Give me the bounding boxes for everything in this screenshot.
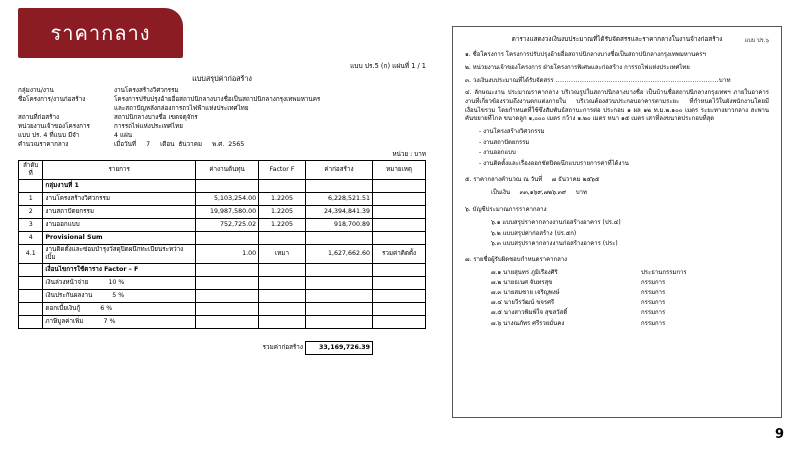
right-doc-subitem: - งานออกแบบ (479, 149, 516, 157)
cell-spacer (19, 329, 43, 342)
cell-item: กลุ่มงานที่ 1 (43, 180, 196, 193)
factor-row (19, 316, 426, 329)
paragraph-number: ๓. (465, 76, 472, 84)
cell-cost (196, 290, 259, 303)
cell-cost (196, 232, 259, 245)
cell-cost (196, 277, 259, 290)
cell-remark (373, 219, 426, 232)
cell-construction-cost (305, 232, 372, 245)
header-field-row (18, 104, 426, 113)
factor-label: ภาษีมูลค่าเพิ่ม (45, 318, 84, 326)
cell-no (19, 180, 43, 193)
paragraph-number: ๗. (465, 255, 472, 263)
cell-remark (373, 180, 426, 193)
cell-factor: 1.2205 (259, 193, 306, 206)
header-field-row (18, 122, 426, 131)
factor-item (43, 303, 196, 316)
right-doc-paragraph (465, 176, 769, 185)
header-field-label: สถานที่ก่อสร้าง (18, 113, 60, 121)
right-doc-subitem: - งานสถาปัตยกรรม (479, 138, 530, 146)
table-row (19, 219, 426, 232)
factor-label: เงินล่วงหน้าจ่าย (45, 279, 89, 287)
cell-construction-cost (305, 303, 372, 316)
committee-role: กรรมการ (641, 278, 666, 286)
committee-name: ๗.๒ นายธเนศ จันทรสุข (491, 278, 553, 286)
cell-no: 4.1 (19, 245, 43, 264)
left-doc-heading: แบบสรุปค่าก่อสร้าง (192, 74, 252, 83)
left-doc-header-fields (18, 86, 426, 149)
cell-construction-cost (305, 264, 372, 277)
cell-factor (259, 316, 306, 329)
col-header-construction-cost: ค่าก่อสร้าง (305, 161, 372, 180)
unit-note: หน่วย : บาท (392, 151, 426, 159)
paragraph-label: ชื่อโครงการ (472, 51, 504, 59)
cell-remark (373, 316, 426, 329)
paragraph-text: ..........................................................................บาท (555, 76, 731, 84)
cell-construction-cost: 918,700.89 (305, 219, 372, 232)
cell-item: งานสถาปัตยกรรม (43, 206, 196, 219)
paragraph-label: ราคากลางคำนวณ ณ วันที่ (473, 175, 543, 183)
col-header-no: ลำดับที่ (19, 161, 43, 180)
cell-no (19, 277, 43, 290)
spacer-row (19, 329, 426, 342)
cell-item: งานออกแบบ (43, 219, 196, 232)
header-field-row (18, 95, 426, 104)
committee-row (491, 299, 769, 308)
date-line-label: คำนวณราคากลาง (18, 140, 69, 148)
cell-factor: เหมา (259, 245, 306, 264)
paragraph-label: วงเงินงบประมาณที่ได้รับจัดสรร (472, 76, 554, 84)
cell-no: 3 (19, 219, 43, 232)
header-field-row (18, 86, 426, 95)
cell-remark (373, 193, 426, 206)
col-header-cost: ค่างานต้นทุน (196, 161, 259, 180)
right-doc-title: ตารางแสดงวงเงินงบประมาณที่ได้รับจัดสรรและราคากลางในงานจ้างก่อสร้าง (511, 35, 723, 43)
cell-spacer (43, 329, 196, 342)
header-field-value: สถาปนิกลางบางชื่อ เขตจตุจักร (114, 113, 198, 121)
right-doc-subitem: - งานติดตั้งและเรื่องออกชัดปิดผนึกแบบรายการค่าที่ได้งาน (479, 160, 629, 168)
right-doc-paragraph (465, 64, 769, 73)
col-header-remark: หมายเหตุ (373, 161, 426, 180)
factor-pct: 6 % (100, 305, 113, 313)
cell-item: Provisional Sum (43, 232, 196, 245)
right-doc-form-code: แบบ ปร.๖ (744, 38, 769, 44)
cell-item: งานติดตั้งและซ่อมบำรุงวัสดุปิดผนึกทะเบียนระหว่างเบิ้ม (43, 245, 196, 264)
cell-construction-cost: 1,627,662.60 (305, 245, 372, 264)
header-field-label: หน่วยงานเจ้าของโครงการ (18, 122, 90, 130)
cell-remark (373, 206, 426, 219)
cell-cost: 752,725.02 (196, 219, 259, 232)
committee-role: ประธานกรรมการ (641, 268, 687, 276)
amount-line (491, 189, 769, 198)
factor-pct: 7 % (103, 318, 116, 326)
cell-cost (196, 264, 259, 277)
header-field-row (18, 131, 426, 140)
cell-spacer (43, 342, 196, 355)
table-row (19, 193, 426, 206)
cell-no (19, 290, 43, 303)
committee-name: ๗.๑ นายสุนทร ภูมิเรืองศิริ (491, 268, 558, 276)
cell-construction-cost (305, 277, 372, 290)
cell-no (19, 264, 43, 277)
right-doc-paragraph (465, 89, 769, 124)
right-doc-subitem: - งานโครงสร้างวิศวกรรม (479, 128, 545, 136)
right-doc-paragraph (465, 256, 769, 265)
factor-section-row (19, 264, 426, 277)
grand-total-row (19, 342, 426, 355)
cell-no (19, 316, 43, 329)
cell-construction-cost (305, 290, 372, 303)
header-field-label: กลุ่มงาน/งาน (18, 86, 54, 94)
committee-row (491, 309, 769, 318)
table-row (19, 245, 426, 264)
committee-row (491, 320, 769, 329)
cell-cost (196, 316, 259, 329)
cell-spacer (305, 329, 372, 342)
factor-row (19, 290, 426, 303)
right-doc-subitem: ๖.๒ แบบสรุปค่าก่อสร้าง (ปร.๕ก) (491, 229, 577, 237)
date-year-label: พ.ศ. (212, 140, 225, 148)
col-header-factor: Factor F (259, 161, 306, 180)
cell-construction-cost (305, 180, 372, 193)
paragraph-label: หน่วยงานเจ้าของโครงการ (472, 63, 542, 71)
table-row (19, 206, 426, 219)
cell-no: 4 (19, 232, 43, 245)
header-field-value: งานโครงสร้างวิศวกรรม (114, 86, 179, 94)
amount-value: ๓๓,๑๖๙,๗๒๖.๓๙ (519, 188, 567, 196)
paragraph-number: ๕. (465, 175, 472, 183)
date-line-value (114, 140, 426, 149)
committee-row (491, 289, 769, 298)
page-number: 9 (774, 427, 784, 442)
factor-row (19, 277, 426, 290)
cell-factor (259, 232, 306, 245)
cell-no: 2 (19, 206, 43, 219)
paragraph-text: โครงการปรับปรุงอ้ายอื่อสถาปนิกลางบางชื่อเป็นสถาปนิกลางกรุงเทพมหานครฯ (505, 51, 706, 59)
cell-spacer (196, 329, 259, 342)
cell-factor (259, 290, 306, 303)
cell-factor: 1.2205 (259, 206, 306, 219)
cell-spacer (259, 329, 306, 342)
paragraph-label: รายชื่อผู้รับผิดชอบกำหนดราคากลาง (473, 255, 568, 263)
cell-factor (259, 277, 306, 290)
cell-construction-cost: 6,228,521.51 (305, 193, 372, 206)
factor-label: เงินประกันผลงาน (45, 292, 93, 300)
cell-construction-cost: 24,394,841.39 (305, 206, 372, 219)
cell-factor (259, 180, 306, 193)
slide-title-banner (18, 8, 183, 58)
header-field-row (18, 113, 426, 122)
grand-total-label: รวมค่าก่อสร้าง (262, 344, 303, 352)
right-doc-paragraph (465, 51, 769, 60)
amount-unit: บาท (575, 188, 587, 196)
factor-label: ดอกเบี้ยเงินกู้ (45, 305, 81, 313)
page-title: ราคากลาง (50, 21, 151, 45)
committee-role: กรรมการ (641, 299, 666, 307)
committee-name: ๗.๓ นายสมชาย เจริญพงษ์ (491, 289, 560, 297)
committee-role: กรรมการ (641, 319, 666, 327)
committee-name: ๗.๖ นางณภัทร ศรีรวยมั่นคง (491, 319, 565, 327)
paragraph-text: ฝ่ายโครงการพิเศษและก่อสร้าง การรถไฟแห่งประเทศไทย (543, 63, 690, 71)
cell-remark (373, 232, 426, 245)
cell-spacer (196, 342, 259, 355)
paragraph-number: ๑. (465, 51, 471, 59)
paragraph-number: ๔. (465, 89, 472, 97)
right-doc-subitem: ๖.๓ แบบสรุปราคากลางงานก่อสร้างอาคาร (ประ) (491, 240, 618, 248)
cell-construction-cost (305, 316, 372, 329)
cell-remark: รวมค่าติดตั้ง (373, 245, 426, 264)
grand-total-value: 33,169,726.39 (305, 342, 372, 355)
header-field-value: การรถไฟแห่งประเทศไทย (114, 122, 183, 130)
left-document (18, 62, 426, 355)
factor-pct: 10 % (108, 279, 125, 287)
form-code: แบบ ปร.5 (ก) แผ่นที่ 1 / 1 (350, 62, 426, 70)
table-row (19, 180, 426, 193)
cell-spacer (19, 342, 43, 355)
header-field-label: แบบ ปร. 4 ที่แนบ มีจำ (18, 131, 80, 139)
committee-role: กรรมการ (641, 309, 666, 317)
header-field-label (18, 104, 114, 113)
factor-pct: 5 % (112, 292, 125, 300)
cell-factor (259, 264, 306, 277)
cell-cost (196, 303, 259, 316)
right-doc-paragraph (465, 77, 769, 86)
cell-item: งานโครงสร้างวิศวกรรม (43, 193, 196, 206)
cell-cost (196, 180, 259, 193)
date-day: 7 (146, 140, 151, 148)
cell-spacer (373, 342, 426, 355)
header-field-value: โครงการปรับปรุงอ้ายอื่อสถาปนิกลางบางชื่อเป็นสถาปนิกลางกรุงเทพมหานคร (114, 95, 321, 103)
header-field-label: ชื่อโครงการ/งานก่อสร้าง (18, 95, 86, 103)
date-sub-label: เมื่อวันที่ (114, 140, 137, 148)
header-field-value: 4 แผ่น (114, 131, 133, 139)
right-document (452, 26, 782, 418)
cell-factor (259, 303, 306, 316)
table-header-row (19, 161, 426, 180)
paragraph-label: ลักษณะงาน (474, 89, 505, 97)
date-month-label: เดือน (160, 140, 175, 148)
cell-remark (373, 303, 426, 316)
committee-role: กรรมการ (641, 289, 666, 297)
cell-remark (373, 264, 426, 277)
table-row (19, 232, 426, 245)
cell-cost: 19,987,580.00 (196, 206, 259, 219)
factor-item (43, 290, 196, 303)
committee-row (491, 279, 769, 288)
amount-label: เป็นเงิน (491, 188, 511, 196)
cell-factor: 1.2205 (259, 219, 306, 232)
cell-spacer (373, 329, 426, 342)
paragraph-number: ๒. (465, 63, 471, 71)
cell-no (19, 303, 43, 316)
header-field-value: และสถาปัญหลังกล่องการถวไฟฟ้าแห่งประเทศไทย (114, 104, 249, 112)
paragraph-label: บัญชีประมาณการราคากลาง (472, 206, 547, 214)
col-header-item: รายการ (43, 161, 196, 180)
cost-summary-table (18, 160, 426, 355)
factor-item (43, 277, 196, 290)
cell-cost: 1.00 (196, 245, 259, 264)
date-month: ธันวาคม (178, 140, 203, 148)
factor-section-label: เงื่อนไขการใช้ตาราง Factor – F (43, 264, 196, 277)
committee-name: ๗.๕ นางสาวพิมพ์ใจ สุขสวัสดิ์ (491, 309, 568, 317)
cell-cost: 5,103,254.00 (196, 193, 259, 206)
committee-name: ๗.๔ นายวีรวัฒน์ ขจรศรี (491, 299, 555, 307)
right-doc-paragraph (465, 206, 769, 215)
right-doc-subitem: ๖.๑ แบบสรุปราคากลางงานก่อสร้างอาคาร (ปร.๔) (491, 218, 621, 226)
cell-remark (373, 290, 426, 303)
cell-no: 1 (19, 193, 43, 206)
date-line-row (18, 140, 426, 149)
date-year: 2565 (228, 140, 245, 148)
factor-row (19, 303, 426, 316)
committee-row (491, 269, 769, 278)
paragraph-text: ๗ ธันวาคม ๒๕๖๕ (551, 175, 600, 183)
cell-remark (373, 277, 426, 290)
paragraph-text: ประมาณราคากลาง บริเวณรูปในสถาปนิกลางบางชื่อ เป็นบ้านชื่อสถาปนิกลางกรุงเทพฯ ภายในอาคารงานที่เกี่ยวข้องรวมถึงงานตกแต่งภายใน บริเวณต้องส่วนประกอบอาคารตามระยะ ที่กำหนดไว้ในผังพนักงานโดยมีเงื่อนไขรวม โดยกำหนดที่ใช้ซึ่งสัมพันธ์สถานะการต่อ ประกอบ ๑ ผล ๑๒ ท.ม.๒.๑๐๐ เมตร ระยะทางยาวกลาง สะพานคันขยายที่ไกล ขนาดลูก ๑,๐๐๐ เมตร กว้าง ๑.๒๐ เมตร หนา ๑๕ เมตร เสาที่ลงขนาดประกอบที่สุด (465, 89, 769, 123)
paragraph-number: ๖. (465, 206, 471, 214)
factor-item (43, 316, 196, 329)
